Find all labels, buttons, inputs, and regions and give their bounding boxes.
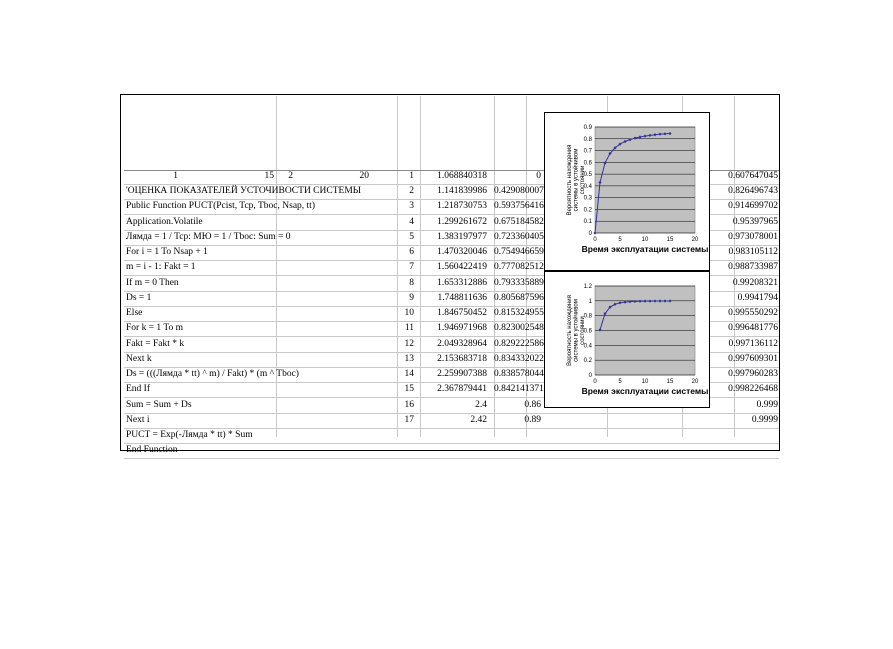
cell-value: 0	[536, 171, 541, 181]
y-tick-label: 0.8	[583, 136, 592, 143]
y-tick-label: 0	[588, 231, 592, 237]
value-col-b: 0.815324955	[494, 308, 544, 318]
y-tick-label: 1	[588, 298, 592, 305]
code-line: m = i - 1: Fakt = 1	[126, 262, 196, 273]
cell-value: 1	[409, 171, 414, 181]
value-col-b: 0.829222586	[494, 338, 544, 349]
code-line: Else	[126, 308, 143, 318]
x-tick-label: 15	[666, 237, 674, 243]
value-col-c: 0.998226468	[728, 384, 778, 395]
x-tick-label: 5	[618, 237, 622, 243]
row-index: 7	[409, 262, 414, 273]
y-tick-label: 0.3	[583, 195, 592, 202]
row-index: 11	[404, 323, 414, 334]
y-tick-label: 0	[588, 373, 592, 379]
row-index: 16	[404, 399, 414, 410]
value-col-b: 0.723360405	[494, 231, 544, 242]
value-col-c: 0.996481776	[728, 323, 778, 334]
code-line: If m = 0 Then	[126, 277, 179, 288]
value-col-b: 0.89	[524, 414, 541, 425]
value-col-b: 0.823002548	[494, 323, 544, 334]
value-col-c: 0.983105112	[728, 247, 778, 257]
value-col-b: 0.675184582	[494, 216, 544, 227]
code-line: PUCT = Exp(-Лямда * tt) * Sum	[126, 430, 253, 440]
value-col-b: 0.838578044	[494, 369, 544, 379]
row-index: 2	[409, 186, 414, 196]
x-tick-label: 20	[691, 379, 699, 385]
y-tick-label: 0.5	[583, 172, 592, 179]
x-tick-label: 0	[593, 237, 597, 243]
code-line: End If	[126, 384, 151, 395]
row-index: 14	[404, 369, 414, 379]
cell-value: 15	[264, 171, 274, 181]
value-col-a: 1.946971968	[437, 323, 487, 334]
value-col-a: 1.218730753	[437, 201, 487, 212]
code-line: Fakt = Fakt * k	[126, 338, 185, 349]
value-col-a: 2.4	[475, 399, 487, 410]
row-index: 13	[404, 353, 414, 364]
code-line: Ds = 1	[126, 292, 152, 303]
row-index: 15	[404, 384, 414, 395]
code-line: Application.Volatile	[126, 216, 203, 227]
value-col-c: 0.999	[756, 399, 778, 410]
row-index: 10	[404, 308, 414, 318]
value-col-a: 1.299261672	[437, 216, 487, 227]
cell-value: 0.607647045	[728, 171, 778, 181]
code-line: Ds = (((Лямда * tt) ^ m) / Fakt) * (m ^ Tboc)	[126, 369, 299, 379]
value-col-a: 2.049328964	[437, 338, 487, 349]
code-line: For i = 1 To Nsap + 1	[126, 247, 208, 257]
y-tick-label: 0.6	[583, 328, 592, 335]
value-col-c: 0.99208321	[732, 277, 778, 288]
value-col-a: 1.846750452	[437, 308, 487, 318]
value-col-c: 0.9941794	[737, 292, 778, 303]
plot-area	[595, 127, 695, 233]
value-col-b: 0.86	[524, 399, 541, 410]
x-tick-label: 10	[641, 237, 649, 243]
chart-stability-probability-1	[544, 112, 710, 271]
code-line: End Function	[126, 445, 178, 456]
y-tick-label: 0.9	[583, 125, 592, 131]
code-line: Sum = Sum + Ds	[126, 399, 192, 410]
y-tick-label: 0.2	[583, 358, 592, 365]
value-col-a: 1.653312886	[437, 277, 487, 288]
y-tick-label: 1.2	[583, 284, 592, 290]
value-col-a: 1.470320046	[437, 247, 487, 257]
code-line: 'ОЦЕНКА ПОКАЗАТЕЛЕЙ УСТОЧИВОСТИ СИСТЕМЫ	[126, 186, 362, 196]
code-line: For k = 1 To m	[126, 323, 184, 334]
cell-value: 1	[173, 171, 178, 181]
code-line: Лямда = 1 / Tcp: МЮ = 1 / Tboc: Sum = 0	[126, 231, 291, 242]
y-tick-label: 0.8	[583, 313, 592, 320]
code-line: Next i	[126, 414, 150, 425]
value-col-b: 0.834332022	[494, 353, 544, 364]
x-tick-label: 0	[593, 379, 597, 385]
row-index: 12	[404, 338, 414, 349]
row-index: 9	[409, 292, 414, 303]
x-tick-label: 5	[618, 379, 622, 385]
y-tick-label: 0.2	[583, 207, 592, 214]
value-col-b: 0.593756416	[494, 201, 544, 212]
value-col-a: 2.259907388	[437, 369, 487, 379]
x-tick-label: 15	[666, 379, 674, 385]
row-index: 17	[404, 414, 414, 425]
cell-value: 20	[359, 171, 369, 181]
value-col-b: 0.793335889	[494, 277, 544, 288]
value-col-a: 1.383197977	[437, 231, 487, 242]
value-col-c: 0.826496743	[728, 186, 778, 196]
value-col-a: 2.367879441	[437, 384, 487, 395]
y-axis-label: Вероятность нахождениясистемы в устойчивомсостоянии	[567, 144, 586, 216]
value-col-a: 1.560422419	[437, 262, 487, 273]
code-line: Next k	[126, 353, 152, 364]
row-index: 5	[409, 231, 414, 242]
y-tick-label: 0.4	[583, 343, 592, 350]
x-axis-label: Время эксплуатации системы	[581, 244, 709, 254]
value-col-a: 1.748811636	[437, 292, 487, 303]
row-index: 3	[409, 201, 414, 212]
value-col-c: 0.9999	[751, 414, 778, 425]
value-col-a: 1.141839986	[437, 186, 487, 196]
row-index: 6	[409, 247, 414, 257]
x-tick-label: 20	[691, 237, 699, 243]
y-tick-label: 0.6	[583, 160, 592, 167]
value-col-c: 0.988733987	[728, 262, 778, 273]
code-line: Public Function PUCT(Pcist, Tcp, Tboc, Nsap, tt)	[126, 201, 315, 212]
y-tick-label: 0.4	[583, 183, 592, 190]
y-tick-label: 0.7	[583, 148, 592, 155]
y-tick-label: 0.1	[583, 219, 592, 226]
value-col-b: 0.754946659	[494, 247, 544, 257]
value-col-c: 0.995550292	[728, 308, 778, 318]
value-col-c: 0.997609301	[728, 353, 778, 364]
value-col-c: 0.997960283	[728, 369, 778, 379]
x-axis-label: Время эксплуатации системы	[581, 386, 709, 396]
value-col-b: 0.805687596	[494, 292, 544, 303]
value-col-b: 0.429080007	[494, 186, 544, 196]
value-col-b: 0.842141371	[494, 384, 544, 395]
y-axis-label: Вероятность нахождениясистемы в устойчивомсостоянии	[567, 295, 586, 366]
chart-stability-probability-2	[544, 271, 710, 408]
row-index: 8	[409, 277, 414, 288]
value-col-c: 0.973078001	[728, 231, 778, 242]
row-index: 4	[409, 216, 414, 227]
value-col-a: 2.153683718	[437, 353, 487, 364]
cell-value: 2	[288, 171, 293, 181]
cell-value: 1.068840318	[437, 171, 487, 181]
value-col-c: 0.997136112	[728, 338, 778, 349]
value-col-a: 2.42	[470, 414, 487, 425]
value-col-c: 0.95397965	[732, 216, 778, 227]
x-tick-label: 10	[641, 379, 649, 385]
value-col-b: 0.777082512	[494, 262, 544, 273]
value-col-c: 0.914699702	[728, 201, 778, 212]
